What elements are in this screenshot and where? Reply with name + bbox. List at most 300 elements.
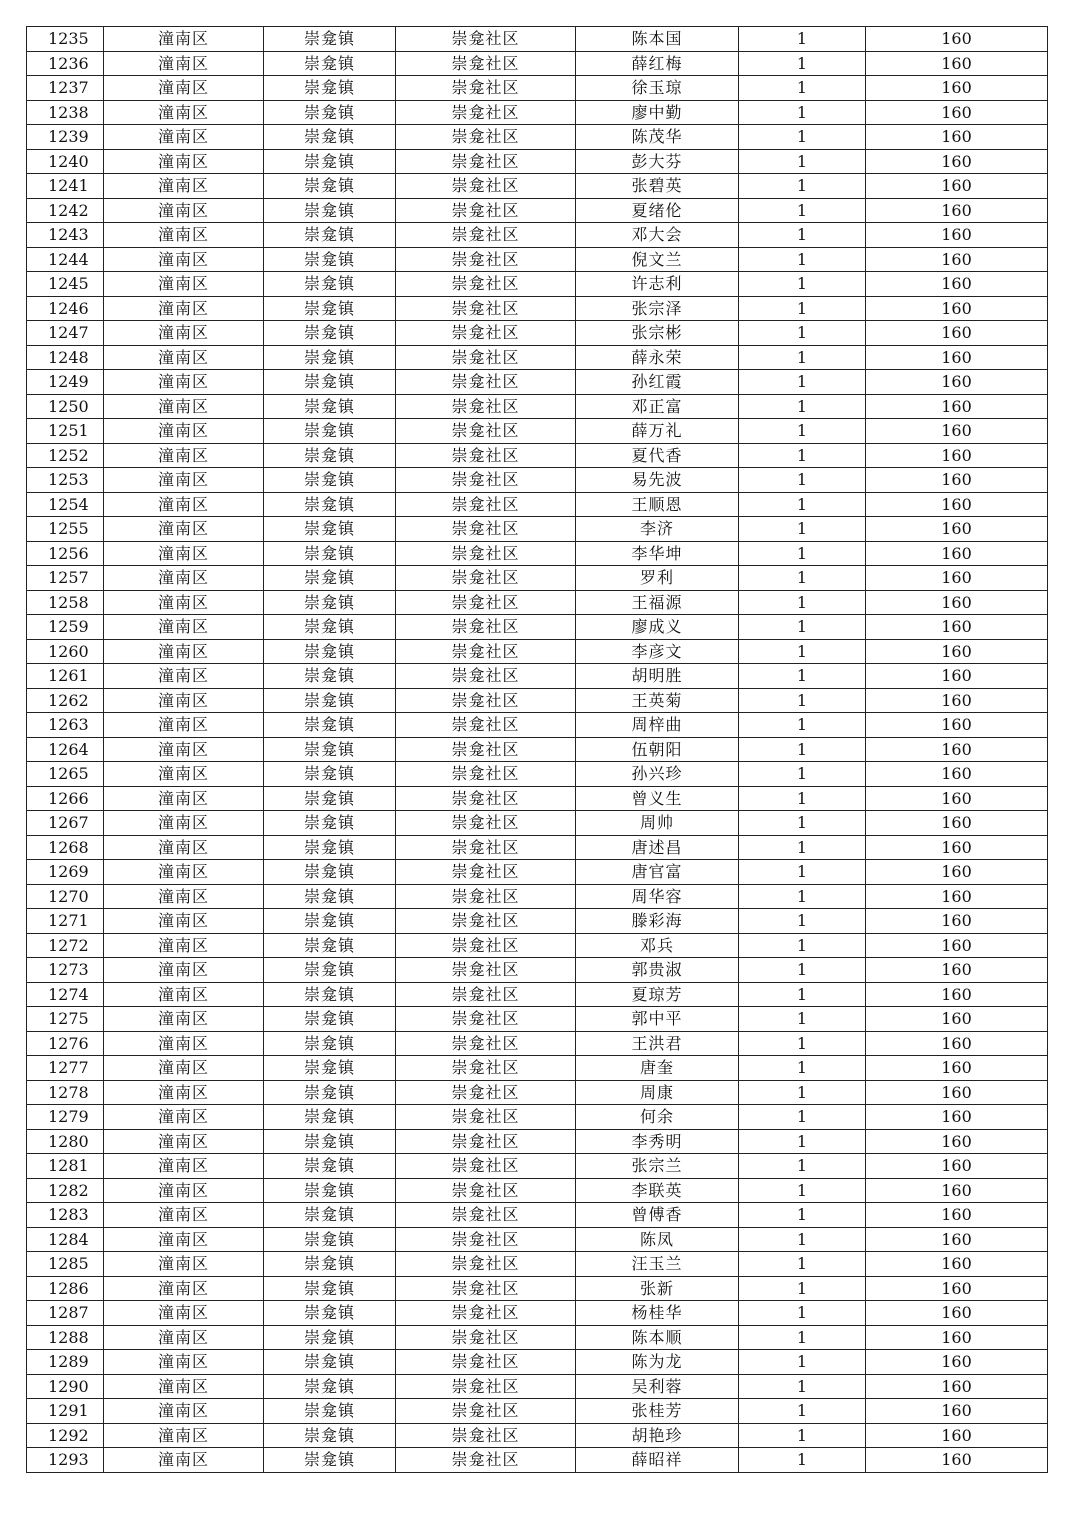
community-cell: 崇龛社区 (396, 1007, 576, 1032)
count-cell: 1 (739, 615, 866, 640)
serial-number-cell: 1244 (27, 247, 104, 272)
serial-number-cell: 1266 (27, 786, 104, 811)
district-cell: 潼南区 (104, 909, 264, 934)
town-cell: 崇龛镇 (264, 639, 396, 664)
amount-cell: 160 (866, 345, 1048, 370)
amount-cell: 160 (866, 762, 1048, 787)
name-cell: 张宗泽 (576, 296, 739, 321)
table-row (27, 149, 1048, 174)
town-cell: 崇龛镇 (264, 345, 396, 370)
serial-number-cell: 1269 (27, 860, 104, 885)
amount-cell: 160 (866, 1325, 1048, 1350)
name-cell: 廖成义 (576, 615, 739, 640)
table-row (27, 909, 1048, 934)
district-cell: 潼南区 (104, 786, 264, 811)
town-cell: 崇龛镇 (264, 125, 396, 150)
name-cell: 陈茂华 (576, 125, 739, 150)
serial-number-cell: 1241 (27, 174, 104, 199)
town-cell: 崇龛镇 (264, 909, 396, 934)
name-cell: 郭中平 (576, 1007, 739, 1032)
table-row (27, 1080, 1048, 1105)
community-cell: 崇龛社区 (396, 125, 576, 150)
district-cell: 潼南区 (104, 541, 264, 566)
serial-number-cell: 1249 (27, 370, 104, 395)
amount-cell: 160 (866, 541, 1048, 566)
name-cell: 李联英 (576, 1178, 739, 1203)
amount-cell: 160 (866, 174, 1048, 199)
town-cell: 崇龛镇 (264, 1129, 396, 1154)
amount-cell: 160 (866, 1105, 1048, 1130)
town-cell: 崇龛镇 (264, 198, 396, 223)
count-cell: 1 (739, 1325, 866, 1350)
count-cell: 1 (739, 884, 866, 909)
amount-cell: 160 (866, 272, 1048, 297)
count-cell: 1 (739, 198, 866, 223)
table-row (27, 443, 1048, 468)
community-cell: 崇龛社区 (396, 639, 576, 664)
count-cell: 1 (739, 1056, 866, 1081)
name-cell: 夏代香 (576, 443, 739, 468)
count-cell: 1 (739, 321, 866, 346)
district-cell: 潼南区 (104, 664, 264, 689)
district-cell: 潼南区 (104, 639, 264, 664)
district-cell: 潼南区 (104, 1105, 264, 1130)
district-cell: 潼南区 (104, 1399, 264, 1424)
town-cell: 崇龛镇 (264, 1203, 396, 1228)
community-cell: 崇龛社区 (396, 615, 576, 640)
town-cell: 崇龛镇 (264, 615, 396, 640)
serial-number-cell: 1267 (27, 811, 104, 836)
community-cell: 崇龛社区 (396, 1399, 576, 1424)
serial-number-cell: 1263 (27, 713, 104, 738)
name-cell: 夏琼芳 (576, 982, 739, 1007)
count-cell: 1 (739, 345, 866, 370)
table-row (27, 1350, 1048, 1375)
district-cell: 潼南区 (104, 247, 264, 272)
count-cell: 1 (739, 223, 866, 248)
community-cell: 崇龛社区 (396, 174, 576, 199)
count-cell: 1 (739, 76, 866, 101)
name-cell: 张新 (576, 1276, 739, 1301)
community-cell: 崇龛社区 (396, 933, 576, 958)
district-cell: 潼南区 (104, 51, 264, 76)
amount-cell: 160 (866, 1007, 1048, 1032)
district-cell: 潼南区 (104, 737, 264, 762)
town-cell: 崇龛镇 (264, 517, 396, 542)
table-row (27, 615, 1048, 640)
serial-number-cell: 1248 (27, 345, 104, 370)
name-cell: 邓正富 (576, 394, 739, 419)
amount-cell: 160 (866, 100, 1048, 125)
amount-cell: 160 (866, 247, 1048, 272)
district-cell: 潼南区 (104, 590, 264, 615)
town-cell: 崇龛镇 (264, 1031, 396, 1056)
community-cell: 崇龛社区 (396, 835, 576, 860)
district-cell: 潼南区 (104, 1252, 264, 1277)
amount-cell: 160 (866, 1056, 1048, 1081)
district-cell: 潼南区 (104, 1227, 264, 1252)
count-cell: 1 (739, 590, 866, 615)
community-cell: 崇龛社区 (396, 27, 576, 52)
district-cell: 潼南区 (104, 419, 264, 444)
town-cell: 崇龛镇 (264, 1374, 396, 1399)
community-cell: 崇龛社区 (396, 1203, 576, 1228)
district-cell: 潼南区 (104, 1178, 264, 1203)
count-cell: 1 (739, 909, 866, 934)
count-cell: 1 (739, 468, 866, 493)
community-cell: 崇龛社区 (396, 713, 576, 738)
district-cell: 潼南区 (104, 811, 264, 836)
serial-number-cell: 1268 (27, 835, 104, 860)
district-cell: 潼南区 (104, 174, 264, 199)
serial-number-cell: 1282 (27, 1178, 104, 1203)
name-cell: 夏绪伦 (576, 198, 739, 223)
name-cell: 李济 (576, 517, 739, 542)
table-row (27, 1154, 1048, 1179)
name-cell: 滕彩海 (576, 909, 739, 934)
count-cell: 1 (739, 860, 866, 885)
serial-number-cell: 1272 (27, 933, 104, 958)
community-cell: 崇龛社区 (396, 786, 576, 811)
table-row (27, 786, 1048, 811)
serial-number-cell: 1278 (27, 1080, 104, 1105)
table-row (27, 1178, 1048, 1203)
serial-number-cell: 1256 (27, 541, 104, 566)
amount-cell: 160 (866, 296, 1048, 321)
district-cell: 潼南区 (104, 223, 264, 248)
district-cell: 潼南区 (104, 713, 264, 738)
district-cell: 潼南区 (104, 76, 264, 101)
table-row (27, 1203, 1048, 1228)
table-row (27, 713, 1048, 738)
serial-number-cell: 1236 (27, 51, 104, 76)
count-cell: 1 (739, 492, 866, 517)
name-cell: 倪文兰 (576, 247, 739, 272)
count-cell: 1 (739, 100, 866, 125)
count-cell: 1 (739, 811, 866, 836)
table-row (27, 1301, 1048, 1326)
name-cell: 张碧英 (576, 174, 739, 199)
table-row (27, 762, 1048, 787)
community-cell: 崇龛社区 (396, 909, 576, 934)
town-cell: 崇龛镇 (264, 541, 396, 566)
subsidy-list-table (26, 26, 1048, 1473)
amount-cell: 160 (866, 982, 1048, 1007)
table-row (27, 370, 1048, 395)
count-cell: 1 (739, 1252, 866, 1277)
serial-number-cell: 1261 (27, 664, 104, 689)
count-cell: 1 (739, 443, 866, 468)
table-row (27, 1399, 1048, 1424)
district-cell: 潼南区 (104, 27, 264, 52)
town-cell: 崇龛镇 (264, 1056, 396, 1081)
count-cell: 1 (739, 1154, 866, 1179)
count-cell: 1 (739, 247, 866, 272)
community-cell: 崇龛社区 (396, 1105, 576, 1130)
community-cell: 崇龛社区 (396, 100, 576, 125)
table-body (27, 27, 1048, 1473)
district-cell: 潼南区 (104, 688, 264, 713)
amount-cell: 160 (866, 811, 1048, 836)
amount-cell: 160 (866, 517, 1048, 542)
table-row (27, 688, 1048, 713)
district-cell: 潼南区 (104, 884, 264, 909)
amount-cell: 160 (866, 492, 1048, 517)
table-row (27, 664, 1048, 689)
amount-cell: 160 (866, 1031, 1048, 1056)
district-cell: 潼南区 (104, 615, 264, 640)
count-cell: 1 (739, 566, 866, 591)
district-cell: 潼南区 (104, 1154, 264, 1179)
serial-number-cell: 1242 (27, 198, 104, 223)
community-cell: 崇龛社区 (396, 419, 576, 444)
count-cell: 1 (739, 933, 866, 958)
name-cell: 曾傅香 (576, 1203, 739, 1228)
district-cell: 潼南区 (104, 1203, 264, 1228)
town-cell: 崇龛镇 (264, 1399, 396, 1424)
table-row (27, 198, 1048, 223)
table-row (27, 1129, 1048, 1154)
count-cell: 1 (739, 1007, 866, 1032)
town-cell: 崇龛镇 (264, 149, 396, 174)
amount-cell: 160 (866, 786, 1048, 811)
table-row (27, 1276, 1048, 1301)
amount-cell: 160 (866, 27, 1048, 52)
amount-cell: 160 (866, 615, 1048, 640)
table-row (27, 125, 1048, 150)
count-cell: 1 (739, 958, 866, 983)
count-cell: 1 (739, 394, 866, 419)
name-cell: 廖中勤 (576, 100, 739, 125)
community-cell: 崇龛社区 (396, 321, 576, 346)
amount-cell: 160 (866, 860, 1048, 885)
name-cell: 胡艳珍 (576, 1423, 739, 1448)
community-cell: 崇龛社区 (396, 1129, 576, 1154)
community-cell: 崇龛社区 (396, 811, 576, 836)
table-row (27, 1325, 1048, 1350)
district-cell: 潼南区 (104, 517, 264, 542)
amount-cell: 160 (866, 909, 1048, 934)
table-row (27, 1448, 1048, 1473)
serial-number-cell: 1289 (27, 1350, 104, 1375)
town-cell: 崇龛镇 (264, 982, 396, 1007)
community-cell: 崇龛社区 (396, 590, 576, 615)
district-cell: 潼南区 (104, 296, 264, 321)
serial-number-cell: 1281 (27, 1154, 104, 1179)
serial-number-cell: 1258 (27, 590, 104, 615)
community-cell: 崇龛社区 (396, 1350, 576, 1375)
serial-number-cell: 1270 (27, 884, 104, 909)
count-cell: 1 (739, 27, 866, 52)
amount-cell: 160 (866, 1080, 1048, 1105)
table-row (27, 419, 1048, 444)
community-cell: 崇龛社区 (396, 1374, 576, 1399)
serial-number-cell: 1291 (27, 1399, 104, 1424)
table-row (27, 1252, 1048, 1277)
district-cell: 潼南区 (104, 370, 264, 395)
table-row (27, 51, 1048, 76)
count-cell: 1 (739, 419, 866, 444)
table-row (27, 517, 1048, 542)
name-cell: 曾义生 (576, 786, 739, 811)
name-cell: 许志利 (576, 272, 739, 297)
table-row (27, 982, 1048, 1007)
serial-number-cell: 1262 (27, 688, 104, 713)
serial-number-cell: 1246 (27, 296, 104, 321)
count-cell: 1 (739, 982, 866, 1007)
name-cell: 李华坤 (576, 541, 739, 566)
count-cell: 1 (739, 1276, 866, 1301)
amount-cell: 160 (866, 443, 1048, 468)
table-row (27, 958, 1048, 983)
amount-cell: 160 (866, 566, 1048, 591)
community-cell: 崇龛社区 (396, 541, 576, 566)
community-cell: 崇龛社区 (396, 1031, 576, 1056)
town-cell: 崇龛镇 (264, 786, 396, 811)
community-cell: 崇龛社区 (396, 517, 576, 542)
serial-number-cell: 1292 (27, 1423, 104, 1448)
table-row (27, 884, 1048, 909)
count-cell: 1 (739, 1129, 866, 1154)
serial-number-cell: 1252 (27, 443, 104, 468)
count-cell: 1 (739, 1301, 866, 1326)
serial-number-cell: 1275 (27, 1007, 104, 1032)
district-cell: 潼南区 (104, 345, 264, 370)
community-cell: 崇龛社区 (396, 860, 576, 885)
amount-cell: 160 (866, 884, 1048, 909)
name-cell: 何余 (576, 1105, 739, 1130)
table-row (27, 1105, 1048, 1130)
district-cell: 潼南区 (104, 762, 264, 787)
amount-cell: 160 (866, 1276, 1048, 1301)
community-cell: 崇龛社区 (396, 1227, 576, 1252)
serial-number-cell: 1293 (27, 1448, 104, 1473)
name-cell: 唐奎 (576, 1056, 739, 1081)
serial-number-cell: 1255 (27, 517, 104, 542)
count-cell: 1 (739, 541, 866, 566)
community-cell: 崇龛社区 (396, 492, 576, 517)
serial-number-cell: 1245 (27, 272, 104, 297)
count-cell: 1 (739, 835, 866, 860)
serial-number-cell: 1237 (27, 76, 104, 101)
table-row (27, 1056, 1048, 1081)
serial-number-cell: 1250 (27, 394, 104, 419)
serial-number-cell: 1247 (27, 321, 104, 346)
district-cell: 潼南区 (104, 1007, 264, 1032)
amount-cell: 160 (866, 321, 1048, 346)
amount-cell: 160 (866, 1399, 1048, 1424)
town-cell: 崇龛镇 (264, 272, 396, 297)
name-cell: 周帅 (576, 811, 739, 836)
community-cell: 崇龛社区 (396, 1448, 576, 1473)
amount-cell: 160 (866, 713, 1048, 738)
table-row (27, 933, 1048, 958)
serial-number-cell: 1271 (27, 909, 104, 934)
district-cell: 潼南区 (104, 198, 264, 223)
name-cell: 邓兵 (576, 933, 739, 958)
amount-cell: 160 (866, 1423, 1048, 1448)
serial-number-cell: 1287 (27, 1301, 104, 1326)
amount-cell: 160 (866, 688, 1048, 713)
town-cell: 崇龛镇 (264, 1252, 396, 1277)
community-cell: 崇龛社区 (396, 443, 576, 468)
name-cell: 周华容 (576, 884, 739, 909)
community-cell: 崇龛社区 (396, 1276, 576, 1301)
district-cell: 潼南区 (104, 860, 264, 885)
community-cell: 崇龛社区 (396, 1178, 576, 1203)
name-cell: 胡明胜 (576, 664, 739, 689)
serial-number-cell: 1284 (27, 1227, 104, 1252)
district-cell: 潼南区 (104, 1301, 264, 1326)
serial-number-cell: 1274 (27, 982, 104, 1007)
district-cell: 潼南区 (104, 272, 264, 297)
count-cell: 1 (739, 1080, 866, 1105)
town-cell: 崇龛镇 (264, 27, 396, 52)
town-cell: 崇龛镇 (264, 419, 396, 444)
name-cell: 张宗彬 (576, 321, 739, 346)
town-cell: 崇龛镇 (264, 321, 396, 346)
count-cell: 1 (739, 737, 866, 762)
district-cell: 潼南区 (104, 1080, 264, 1105)
town-cell: 崇龛镇 (264, 1007, 396, 1032)
town-cell: 崇龛镇 (264, 1105, 396, 1130)
serial-number-cell: 1260 (27, 639, 104, 664)
town-cell: 崇龛镇 (264, 1080, 396, 1105)
name-cell: 易先波 (576, 468, 739, 493)
serial-number-cell: 1286 (27, 1276, 104, 1301)
name-cell: 薛万礼 (576, 419, 739, 444)
count-cell: 1 (739, 1031, 866, 1056)
count-cell: 1 (739, 1399, 866, 1424)
table-row (27, 174, 1048, 199)
community-cell: 崇龛社区 (396, 982, 576, 1007)
town-cell: 崇龛镇 (264, 1350, 396, 1375)
table-row (27, 737, 1048, 762)
name-cell: 薛红梅 (576, 51, 739, 76)
town-cell: 崇龛镇 (264, 296, 396, 321)
count-cell: 1 (739, 125, 866, 150)
community-cell: 崇龛社区 (396, 296, 576, 321)
serial-number-cell: 1253 (27, 468, 104, 493)
town-cell: 崇龛镇 (264, 1325, 396, 1350)
amount-cell: 160 (866, 51, 1048, 76)
town-cell: 崇龛镇 (264, 174, 396, 199)
name-cell: 陈本国 (576, 27, 739, 52)
amount-cell: 160 (866, 664, 1048, 689)
community-cell: 崇龛社区 (396, 394, 576, 419)
district-cell: 潼南区 (104, 1031, 264, 1056)
count-cell: 1 (739, 174, 866, 199)
serial-number-cell: 1283 (27, 1203, 104, 1228)
town-cell: 崇龛镇 (264, 884, 396, 909)
community-cell: 崇龛社区 (396, 1056, 576, 1081)
community-cell: 崇龛社区 (396, 1301, 576, 1326)
serial-number-cell: 1285 (27, 1252, 104, 1277)
town-cell: 崇龛镇 (264, 737, 396, 762)
district-cell: 潼南区 (104, 566, 264, 591)
serial-number-cell: 1240 (27, 149, 104, 174)
name-cell: 张桂芳 (576, 1399, 739, 1424)
name-cell: 李彦文 (576, 639, 739, 664)
count-cell: 1 (739, 639, 866, 664)
town-cell: 崇龛镇 (264, 100, 396, 125)
community-cell: 崇龛社区 (396, 884, 576, 909)
serial-number-cell: 1288 (27, 1325, 104, 1350)
count-cell: 1 (739, 713, 866, 738)
serial-number-cell: 1259 (27, 615, 104, 640)
name-cell: 薛永荣 (576, 345, 739, 370)
amount-cell: 160 (866, 419, 1048, 444)
